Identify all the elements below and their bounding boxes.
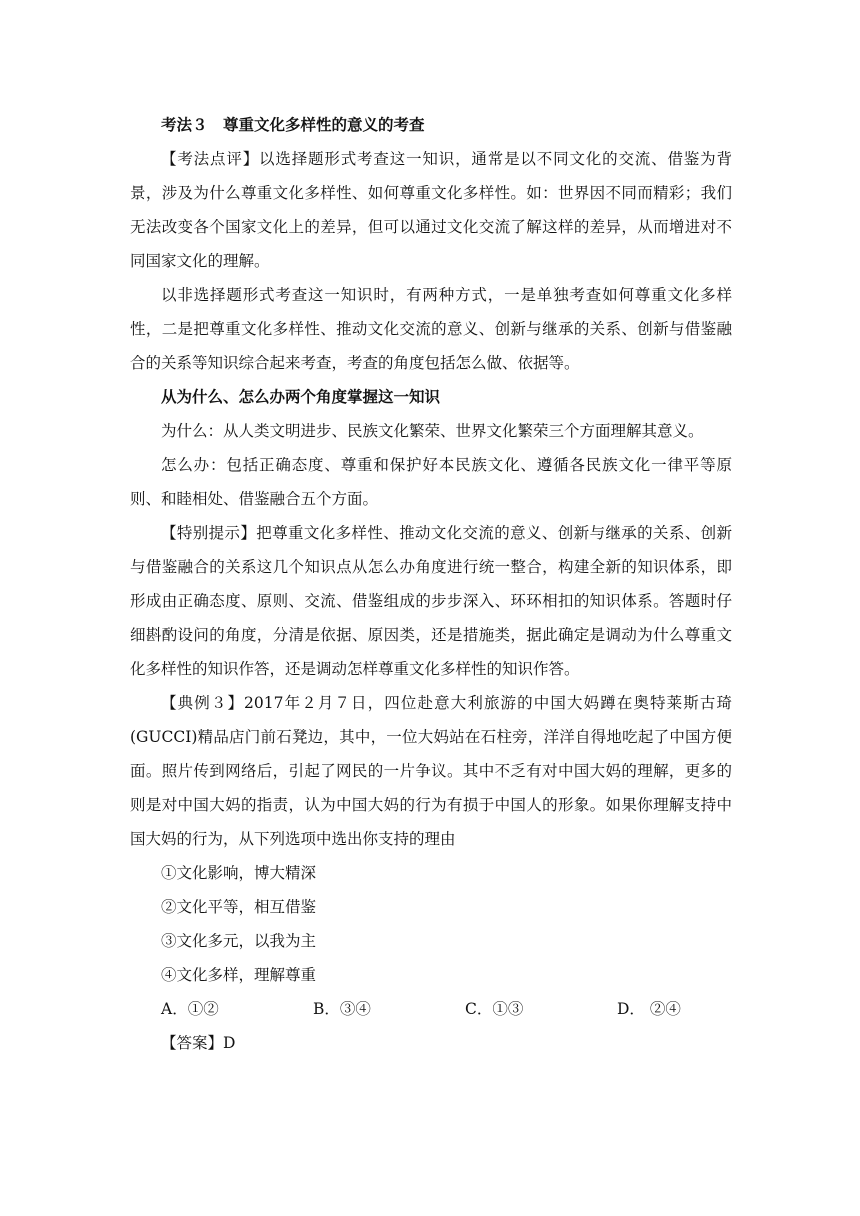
statement-item: ②文化平等，相互借鉴 (161, 898, 317, 916)
answer-options (130, 992, 732, 1026)
option-b: B．③④ (313, 1000, 371, 1018)
statement-item: ③文化多元，以我为主 (161, 932, 317, 950)
option-a: A．①② (161, 1000, 219, 1018)
paragraph-special-tip: 【特别提示】把尊重文化多样性、推动文化交流的意义、创新与继承的关系、创新与借鉴融合的关系这几个知识点从怎么办角度进行统一整合，构建全新的知识体系，即形成由正确态度、原则、交流、借鉴组成的步步深入、环环相扣的知识体系。答题时仔细斟酌设问的角度，分清是依据、原因类，还是措施类，据此确定是调动为什么尊重文化多样性的知识作答，还是调动怎样尊重文化多样性的知识作答。 (130, 524, 732, 678)
document-page (130, 108, 732, 1060)
statement-item: ④文化多样，理解尊重 (161, 966, 317, 984)
section-heading: 考法３ 尊重文化多样性的意义的考查 (161, 115, 425, 134)
paragraph-how: 怎么办：包括正确态度、尊重和保护好本民族文化、遵循各民族文化一律平等原则、和睦相处、借鉴融合五个方面。 (130, 456, 732, 508)
statement-item: ①文化影响，博大精深 (161, 864, 317, 882)
sub-heading: 从为什么、怎么办两个角度掌握这一知识 (161, 387, 441, 406)
paragraph-review: 【考法点评】以选择题形式考查这一知识，通常是以不同文化的交流、借鉴为背景，涉及为什么尊重文化多样性、如何尊重文化多样性。如：世界因不同而精彩；我们无法改变各个国家文化上的差异，但可以通过文化交流了解这样的差异，从而增进对不同国家文化的理解。 (130, 150, 732, 270)
option-c: C．①③ (465, 1000, 524, 1018)
option-d: D． ②④ (617, 1000, 681, 1018)
answer-line: 【答案】D (161, 1034, 236, 1052)
paragraph-non-choice: 以非选择题形式考查这一知识时，有两种方式，一是单独考查如何尊重文化多样性，二是把尊重文化多样性、推动文化交流的意义、创新与继承的关系、创新与借鉴融合的关系等知识综合起来考查，考查的角度包括怎么做、依据等。 (130, 286, 732, 372)
paragraph-why: 为什么：从人类文明进步、民族文化繁荣、世界文化繁荣三个方面理解其意义。 (161, 422, 704, 440)
paragraph-example: 【典例３】2017年２月７日，四位赴意大利旅游的中国大妈蹲在奥特莱斯古琦(GUCCI)精品店门前石凳边，其中，一位大妈站在石柱旁，洋洋自得地吃起了中国方便面。照片传到网络后，引起了网民的一片争议。其中不乏有对中国大妈的理解，更多的则是对中国大妈的指责，认为中国大妈的行为有损于中国人的形象。如果你理解支持中国大妈的行为，从下列选项中选出你支持的理由 (130, 694, 732, 848)
